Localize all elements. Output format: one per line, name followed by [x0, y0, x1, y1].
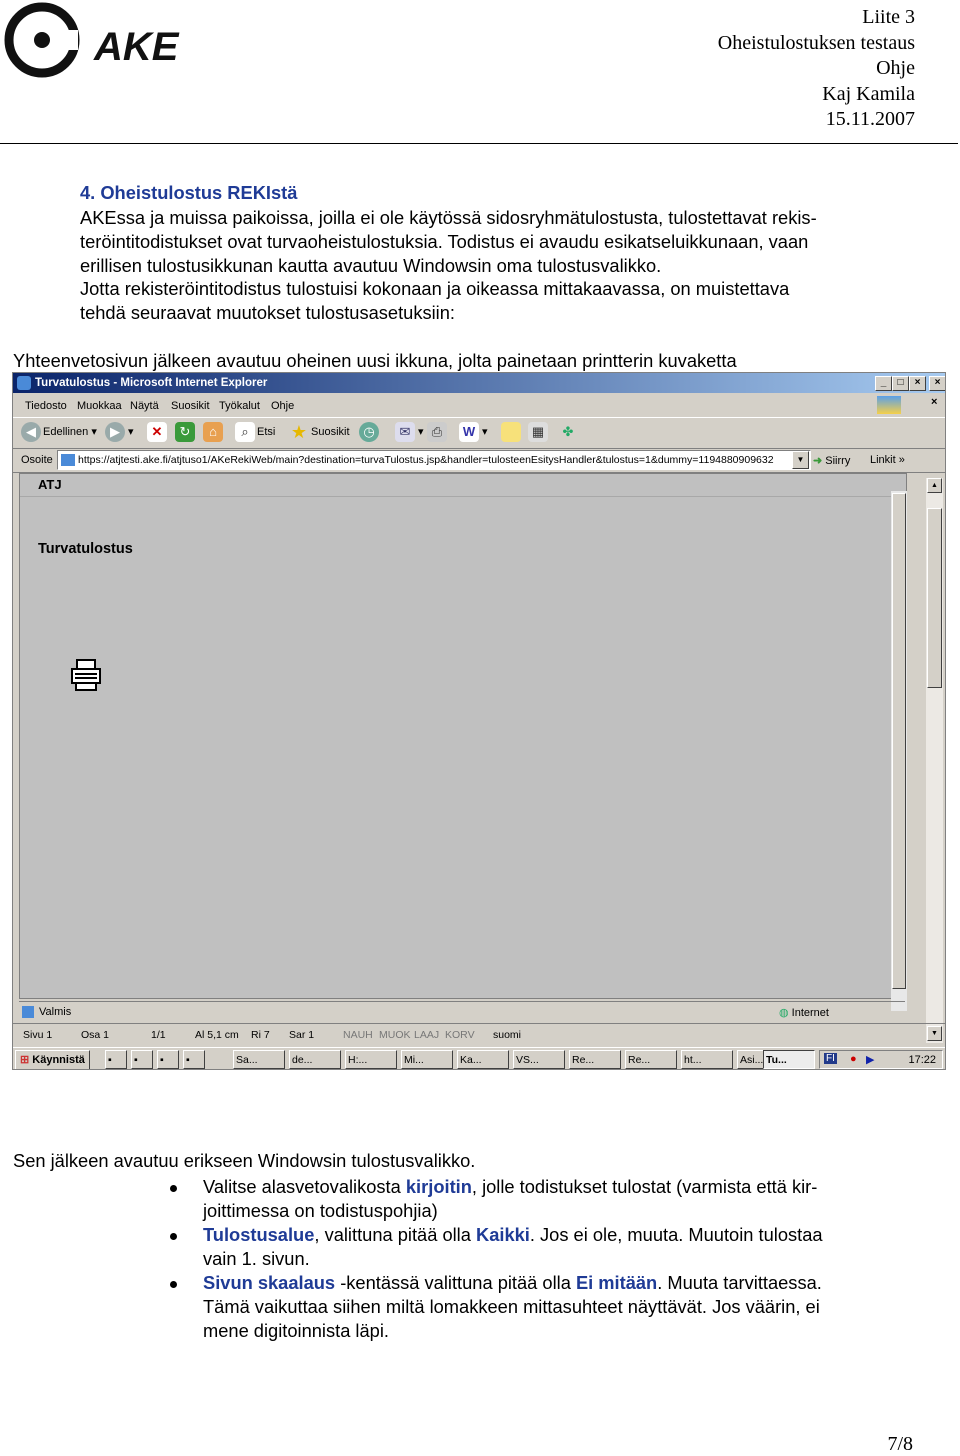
- menu-file[interactable]: Tiedosto: [25, 400, 67, 412]
- bullet-line: vain 1. sivun.: [203, 1248, 310, 1269]
- menu-tools[interactable]: Työkalut: [219, 400, 260, 412]
- address-dropdown[interactable]: ▼: [792, 451, 809, 469]
- page-header-atj: ATJ: [38, 477, 62, 492]
- screenshot-intro: Yhteenvetosivun jälkeen avautuu oheinen uusi ikkuna, jolta painetaan printterin kuvaketta: [13, 350, 737, 371]
- status-section: Osa 1: [81, 1029, 110, 1041]
- outer-close-button[interactable]: ×: [929, 376, 946, 391]
- discuss-button[interactable]: [501, 422, 521, 444]
- research-button[interactable]: [528, 422, 548, 444]
- mail-button[interactable]: ✉ ▾: [395, 422, 424, 444]
- star-icon: ★: [290, 422, 308, 442]
- tray-icon-play[interactable]: ▶: [866, 1054, 875, 1066]
- taskbar-item[interactable]: Mi...: [401, 1050, 453, 1069]
- status-text: Valmis: [39, 1006, 72, 1018]
- close-button[interactable]: ×: [909, 376, 926, 391]
- print-button[interactable]: [427, 422, 447, 444]
- ie-icon: [17, 376, 31, 390]
- stop-icon: ✕: [147, 422, 167, 442]
- section-paragraph: [80, 206, 817, 325]
- para-line: erillisen tulostusikkunan kautta avautuu Windowsin oma tulostusvalikko.: [80, 254, 662, 276]
- minimize-button[interactable]: _: [875, 376, 892, 391]
- status-ovr: KORV: [445, 1029, 475, 1041]
- home-icon: ⌂: [203, 422, 223, 442]
- para-line: teröintitodistukset ovat turvaoheistulostuksia. Todistus ei avaudu esikatseluikkunaan, vaan: [80, 230, 809, 252]
- search-button[interactable]: ⌕ Etsi: [235, 422, 275, 444]
- refresh-icon: ↻: [175, 422, 195, 442]
- taskbar-item[interactable]: Ka...: [457, 1050, 509, 1069]
- doc-type: Ohje: [876, 57, 915, 79]
- taskbar-clock: 17:22: [908, 1054, 936, 1066]
- keyword: Sivun skaalaus: [203, 1272, 336, 1293]
- outer-scroll-thumb[interactable]: [927, 508, 942, 688]
- menu-view[interactable]: Näytä: [130, 400, 159, 412]
- bullet-line: Valitse alasvetovalikosta kirjoitin, jolle todistukset tulostat (varmista että kir-: [203, 1176, 818, 1197]
- status-rec: NAUH: [343, 1029, 373, 1041]
- quicklaunch-2[interactable]: ▪: [131, 1050, 153, 1069]
- status-trk: MUOK: [379, 1029, 411, 1041]
- doc-title: Oheistulostuksen testaus: [717, 31, 915, 54]
- menu-edit[interactable]: Muokkaa: [77, 400, 122, 412]
- taskbar-item[interactable]: Sa...: [233, 1050, 285, 1069]
- header-divider: [0, 143, 958, 144]
- para-line: Jotta rekisteröintitodistus tulostuisi kokonaan ja oikeassa mittakaavassa, on muistettava: [80, 278, 790, 300]
- window-titlebar: [13, 373, 945, 393]
- keyword: Tulostusalue: [203, 1224, 315, 1245]
- page-number: 7/8: [887, 1433, 913, 1455]
- outer-scrollbar[interactable]: [926, 478, 943, 1043]
- doc-date: 15.11.2007: [825, 108, 915, 130]
- keyword: Kaikki: [476, 1224, 530, 1245]
- page-header-divider: [20, 496, 906, 497]
- inner-scrollbar[interactable]: [891, 491, 907, 1011]
- bullet-line: mene digitoinnista läpi.: [203, 1320, 389, 1341]
- address-label: Osoite: [21, 454, 53, 466]
- home-button[interactable]: [203, 422, 223, 444]
- bullet-line: Tämä vaikuttaa siihen miltä lomakkeen mittasuhteet näyttävät. Jos väärin, ei: [203, 1296, 820, 1317]
- para-line: tehdä seuraavat muutokset tulostusasetuksiin:: [80, 302, 455, 324]
- status-language: suomi: [493, 1029, 522, 1041]
- quicklaunch-3[interactable]: ▪: [157, 1050, 179, 1069]
- taskbar: [13, 1047, 945, 1070]
- forward-button[interactable]: ▶ ▾: [105, 422, 134, 444]
- taskbar-item-active[interactable]: Tu...: [763, 1050, 815, 1069]
- edit-button[interactable]: W ▾: [459, 422, 488, 444]
- back-button[interactable]: ◀ Edellinen ▾: [21, 422, 97, 444]
- status-column: Sar 1: [289, 1029, 315, 1041]
- forward-arrow-icon: ▶: [105, 422, 125, 442]
- status-pages: 1/1: [151, 1029, 166, 1041]
- page-icon: [61, 454, 75, 466]
- para-line: AKEssa ja muissa paikoissa, joilla ei ole käytössä sidosryhmätulostusta, tulostettavat rekis-: [80, 207, 817, 228]
- toolbar: [13, 417, 945, 449]
- address-input[interactable]: https://atjtesti.ake.fi/atjtuso1/AKeRekiWeb/main?destination=turvaTulostus.jsp&handler=tulosteenEsitysHandler&tulostus=1&dummy=1194880909632: [57, 450, 811, 470]
- attachment-label: Liite 3: [862, 6, 915, 28]
- favorites-button[interactable]: ★ Suosikit: [290, 422, 350, 442]
- status-at: Al 5,1 cm: [195, 1029, 239, 1041]
- mail-icon: ✉: [395, 422, 415, 442]
- bullet-dot: [170, 1185, 177, 1192]
- scroll-down-arrow[interactable]: ▼: [927, 1026, 942, 1041]
- document-header: [718, 5, 915, 133]
- research-icon: ▦: [528, 422, 548, 442]
- menu-favorites[interactable]: Suosikit: [171, 400, 210, 412]
- search-icon: ⌕: [235, 422, 255, 442]
- author: Kaj Kamila: [822, 82, 915, 105]
- status-bar: [19, 1001, 905, 1022]
- printer-icon[interactable]: [68, 657, 104, 693]
- messenger-button[interactable]: [558, 422, 578, 444]
- status-line: Ri 7: [251, 1029, 270, 1041]
- scroll-up-arrow[interactable]: ▲: [927, 478, 942, 493]
- svg-text:AKE: AKE: [94, 25, 179, 69]
- taskbar-item[interactable]: VS...: [513, 1050, 565, 1069]
- ie-window-screenshot: [12, 372, 946, 1070]
- language-indicator[interactable]: FI: [826, 1053, 835, 1064]
- back-arrow-icon: ◀: [21, 422, 41, 442]
- window-title: Turvatulostus - Microsoft Internet Explorer: [35, 377, 268, 389]
- word-status-bar: [13, 1023, 945, 1046]
- start-button[interactable]: ⊞ Käynnistä: [15, 1050, 90, 1070]
- system-tray: [819, 1050, 943, 1069]
- word-icon: W: [459, 422, 479, 442]
- maximize-button[interactable]: □: [892, 376, 909, 391]
- taskbar-item[interactable]: H:...: [345, 1050, 397, 1069]
- taskbar-item[interactable]: Asi...: [737, 1050, 789, 1069]
- taskbar-item[interactable]: ht...: [681, 1050, 733, 1069]
- bullet-line: Sivun skaalaus -kentässä valittuna pitää olla Ei mitään. Muuta tarvittaessa.: [203, 1272, 822, 1293]
- links-button[interactable]: Linkit »: [870, 454, 905, 466]
- print-icon: ⎙: [427, 422, 447, 442]
- menu-bar: [13, 394, 945, 416]
- page-title: Turvatulostus: [38, 541, 133, 557]
- messenger-icon: ✤: [562, 424, 574, 439]
- quicklaunch-1[interactable]: ▪: [105, 1050, 127, 1069]
- taskbar-item[interactable]: de...: [289, 1050, 341, 1069]
- refresh-button[interactable]: [175, 422, 195, 444]
- note-icon: [501, 422, 521, 442]
- bullet-line: Tulostusalue, valittuna pitää olla Kaikki. Jos ei ole, muuta. Muutoin tulostaa: [203, 1224, 823, 1245]
- inner-scroll-thumb[interactable]: [892, 493, 906, 989]
- bullet-dot: [170, 1233, 177, 1240]
- page-content: [19, 473, 907, 999]
- menu-help[interactable]: Ohje: [271, 400, 295, 412]
- bullet-line: joittimessa on todistuspohjia): [203, 1200, 438, 1221]
- section-title: 4. Oheistulostus REKIstä: [80, 182, 298, 203]
- history-icon: ◷: [359, 422, 379, 442]
- page-status-icon: [22, 1006, 34, 1018]
- taskbar-item[interactable]: Re...: [625, 1050, 677, 1069]
- windows-logo-icon: ⊞: [20, 1054, 30, 1066]
- keyword: Ei mitään: [575, 1272, 658, 1293]
- tray-icon-red[interactable]: ●: [850, 1053, 857, 1065]
- go-button[interactable]: ➜ Siirry: [813, 455, 851, 467]
- taskbar-item[interactable]: Re...: [569, 1050, 621, 1069]
- history-button[interactable]: [359, 422, 379, 444]
- stop-button[interactable]: [147, 422, 167, 444]
- go-arrow-icon: ➜: [813, 455, 823, 467]
- keyword: kirjoitin: [405, 1176, 472, 1197]
- close-doc-icon[interactable]: ×: [931, 396, 938, 408]
- address-bar: [13, 448, 945, 473]
- globe-icon: ◍: [779, 1007, 789, 1019]
- windows-flag-icon: [877, 396, 901, 414]
- after-screenshot-text: Sen jälkeen avautuu erikseen Windowsin tulostusvalikko.: [13, 1150, 476, 1171]
- quicklaunch-4[interactable]: ▪: [183, 1050, 205, 1069]
- ake-logo: [4, 2, 219, 78]
- bullet-dot: [170, 1281, 177, 1288]
- security-zone: ◍ Internet: [779, 1007, 829, 1019]
- status-ext: LAAJ: [414, 1029, 440, 1041]
- status-page: Sivu 1: [23, 1029, 53, 1041]
